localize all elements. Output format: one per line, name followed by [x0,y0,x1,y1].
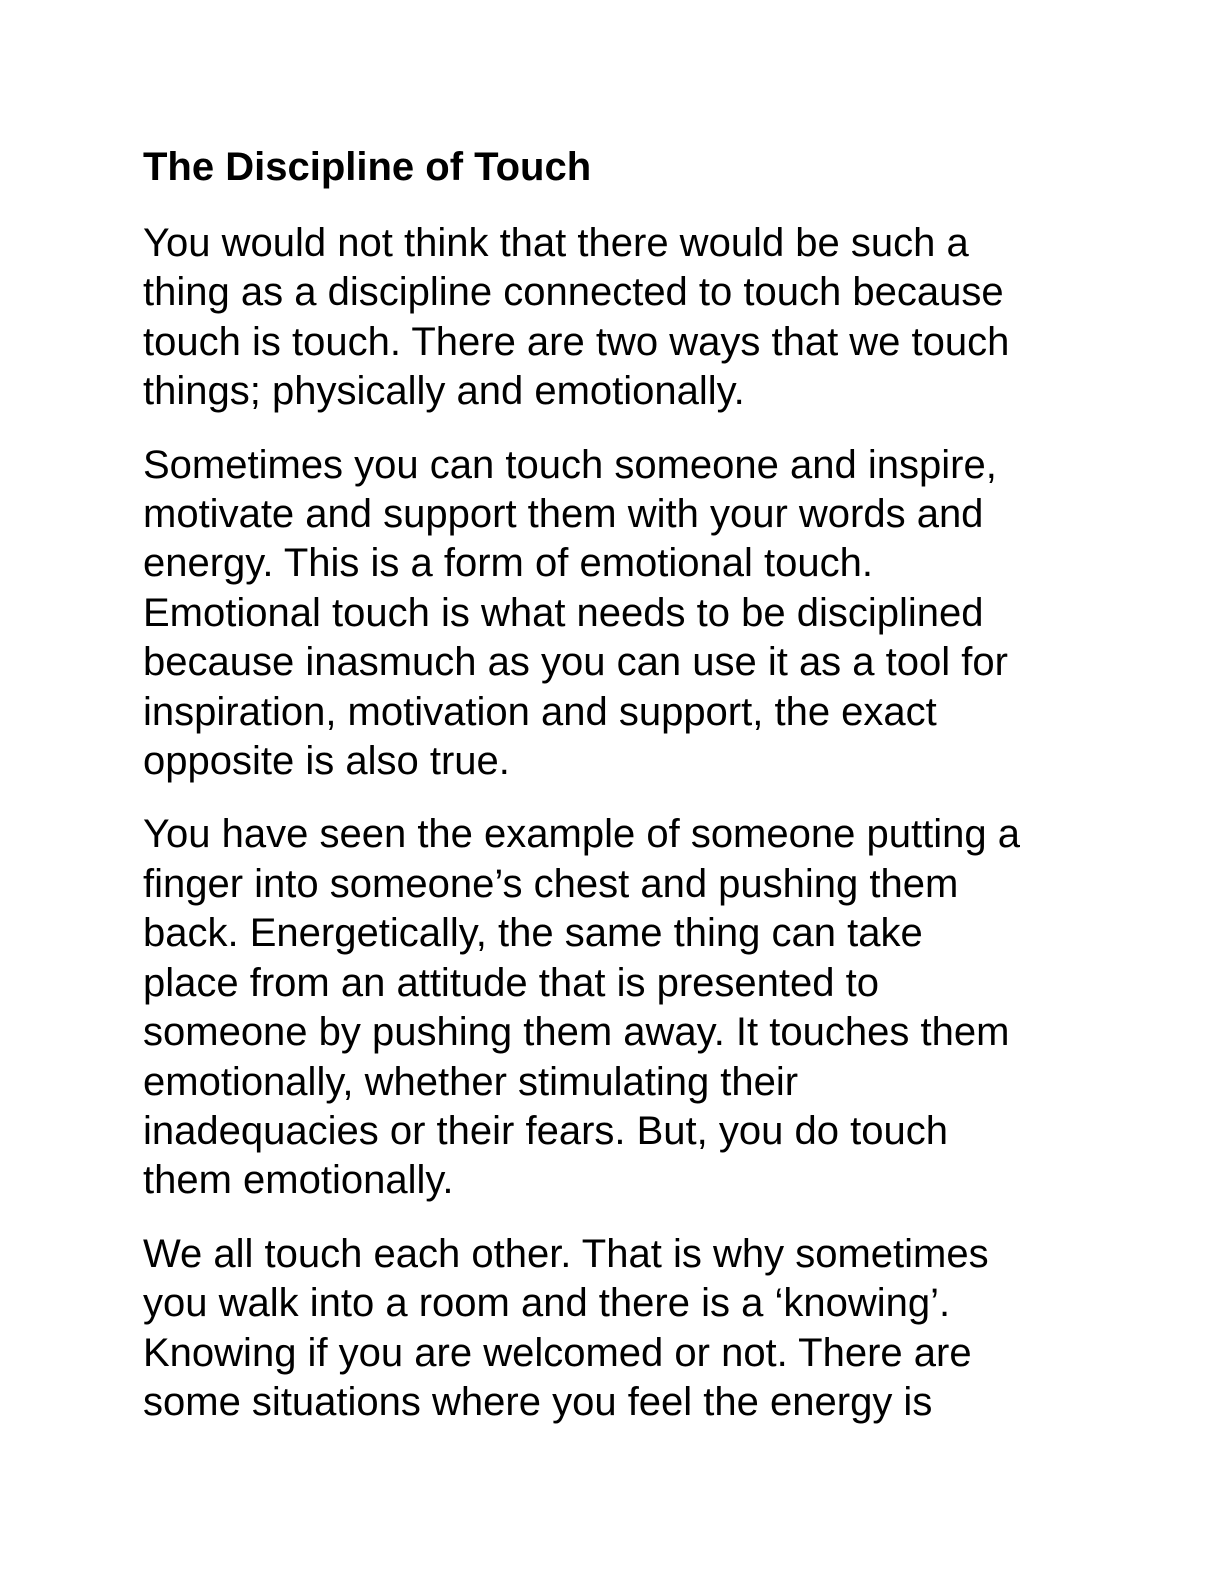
text-line: some situations where you feel the energy is [143,1379,933,1424]
text-line: place from an attitude that is presented to [143,960,879,1005]
text-line: opposite is also true. [143,739,510,784]
document-page [143,142,1103,1427]
text-line: back. Energetically, the same thing can take [143,911,923,956]
paragraph-4 [143,1230,1103,1428]
text-line: because inasmuch as you can use it as a tool for [143,640,1008,685]
text-line: thing as a discipline connected to touch because [143,270,1004,315]
text-line: Sometimes you can touch someone and inspire, [143,442,997,487]
text-line: You have seen the example of someone putting a [143,812,1020,857]
text-line: Emotional touch is what needs to be disciplined [143,590,984,635]
text-line: inspiration, motivation and support, the exact [143,689,937,734]
text-line: We all touch each other. That is why sometimes [143,1231,989,1276]
paragraph-3 [143,810,1103,1205]
text-line: touch is touch. There are two ways that we touch [143,319,1010,364]
text-line: things; physically and emotionally. [143,369,745,414]
text-line: someone by pushing them away. It touches them [143,1010,1010,1055]
text-line: finger into someone’s chest and pushing them [143,861,959,906]
text-line: them emotionally. [143,1158,454,1203]
paragraph-1 [143,219,1103,417]
text-line: motivate and support them with your words and [143,492,984,537]
text-line: inadequacies or their fears. But, you do touch [143,1108,948,1153]
text-line: You would not think that there would be such a [143,221,969,265]
text-line: emotionally, whether stimulating their [143,1059,799,1104]
text-line: Knowing if you are welcomed or not. There are [143,1330,972,1375]
document-title: The Discipline of Touch [143,145,592,189]
text-line: you walk into a room and there is a ‘knowing’. [143,1281,951,1326]
text-line: energy. This is a form of emotional touch. [143,541,873,586]
paragraph-2 [143,441,1103,787]
